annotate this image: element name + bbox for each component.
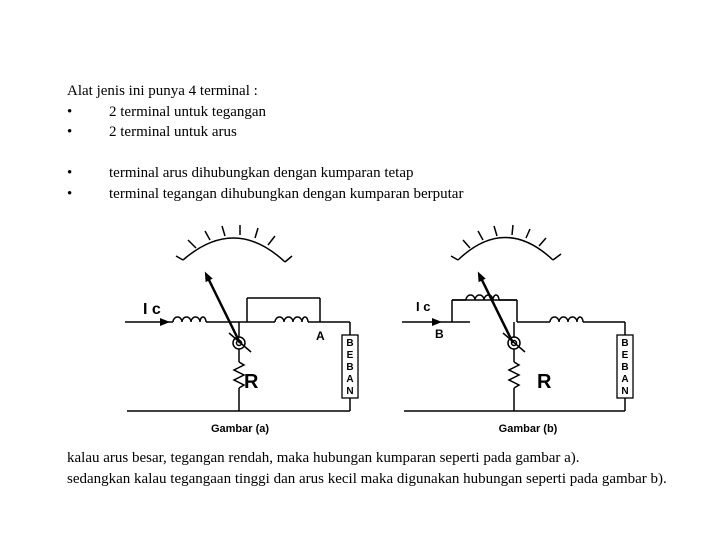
fixed-coil — [275, 317, 308, 322]
load-letter: E — [621, 350, 629, 361]
meter-pointer — [480, 276, 513, 343]
load-letter: A — [346, 374, 354, 385]
load-letter: B — [346, 362, 354, 373]
load-letter: N — [346, 386, 354, 397]
intro-heading: Alat jenis ini punya 4 terminal : — [67, 83, 258, 99]
load-letter: A — [621, 374, 629, 385]
figure-a — [125, 225, 358, 411]
terminal-label: B — [435, 327, 444, 341]
bullet-text: 2 terminal untuk arus — [109, 124, 237, 140]
resistor — [234, 362, 244, 388]
load-letter: E — [346, 350, 354, 361]
load-letter: B — [621, 362, 629, 373]
bullet-text: 2 terminal untuk tegangan — [109, 103, 267, 120]
meter-pointer — [207, 276, 240, 343]
fixed-coil — [173, 317, 206, 322]
fixed-coil — [550, 317, 583, 322]
figure-b — [402, 225, 633, 411]
load-label — [621, 338, 628, 397]
meter-scale — [176, 225, 292, 262]
load-letter: N — [621, 386, 629, 397]
bullet-text: terminal tegangan dihubungkan dengan kumparan berputar — [109, 185, 464, 202]
current-label: I c — [143, 301, 161, 318]
footer-text — [67, 448, 690, 489]
bullet-icon: • — [67, 103, 73, 120]
bullet-text: terminal arus dihubungkan dengan kumparan tetap — [109, 165, 414, 181]
current-label: I c — [416, 299, 431, 314]
bullet-icon: • — [67, 165, 73, 181]
footer-line: kalau arus besar, tegangan rendah, maka hubungan kumparan seperti pada gambar a). — [67, 450, 580, 466]
meter-scale — [451, 225, 561, 260]
figure-caption: Gambar (b) — [498, 423, 558, 435]
figure-caption: Gambar (a) — [210, 423, 270, 435]
bullet-icon: • — [67, 185, 73, 202]
resistor-label: R — [244, 371, 259, 393]
bullet-icon: • — [67, 124, 73, 140]
load-letter: B — [346, 338, 354, 349]
resistor — [509, 362, 519, 388]
load-label — [346, 338, 353, 397]
terminal-label: A — [316, 329, 325, 343]
load-letter: B — [621, 338, 629, 349]
resistor-label: R — [537, 371, 552, 393]
footer-line: sedangkan kalau tegangaan tinggi dan arus kecil maka digunakan hubungan seperti pada gambar b). — [67, 470, 667, 487]
